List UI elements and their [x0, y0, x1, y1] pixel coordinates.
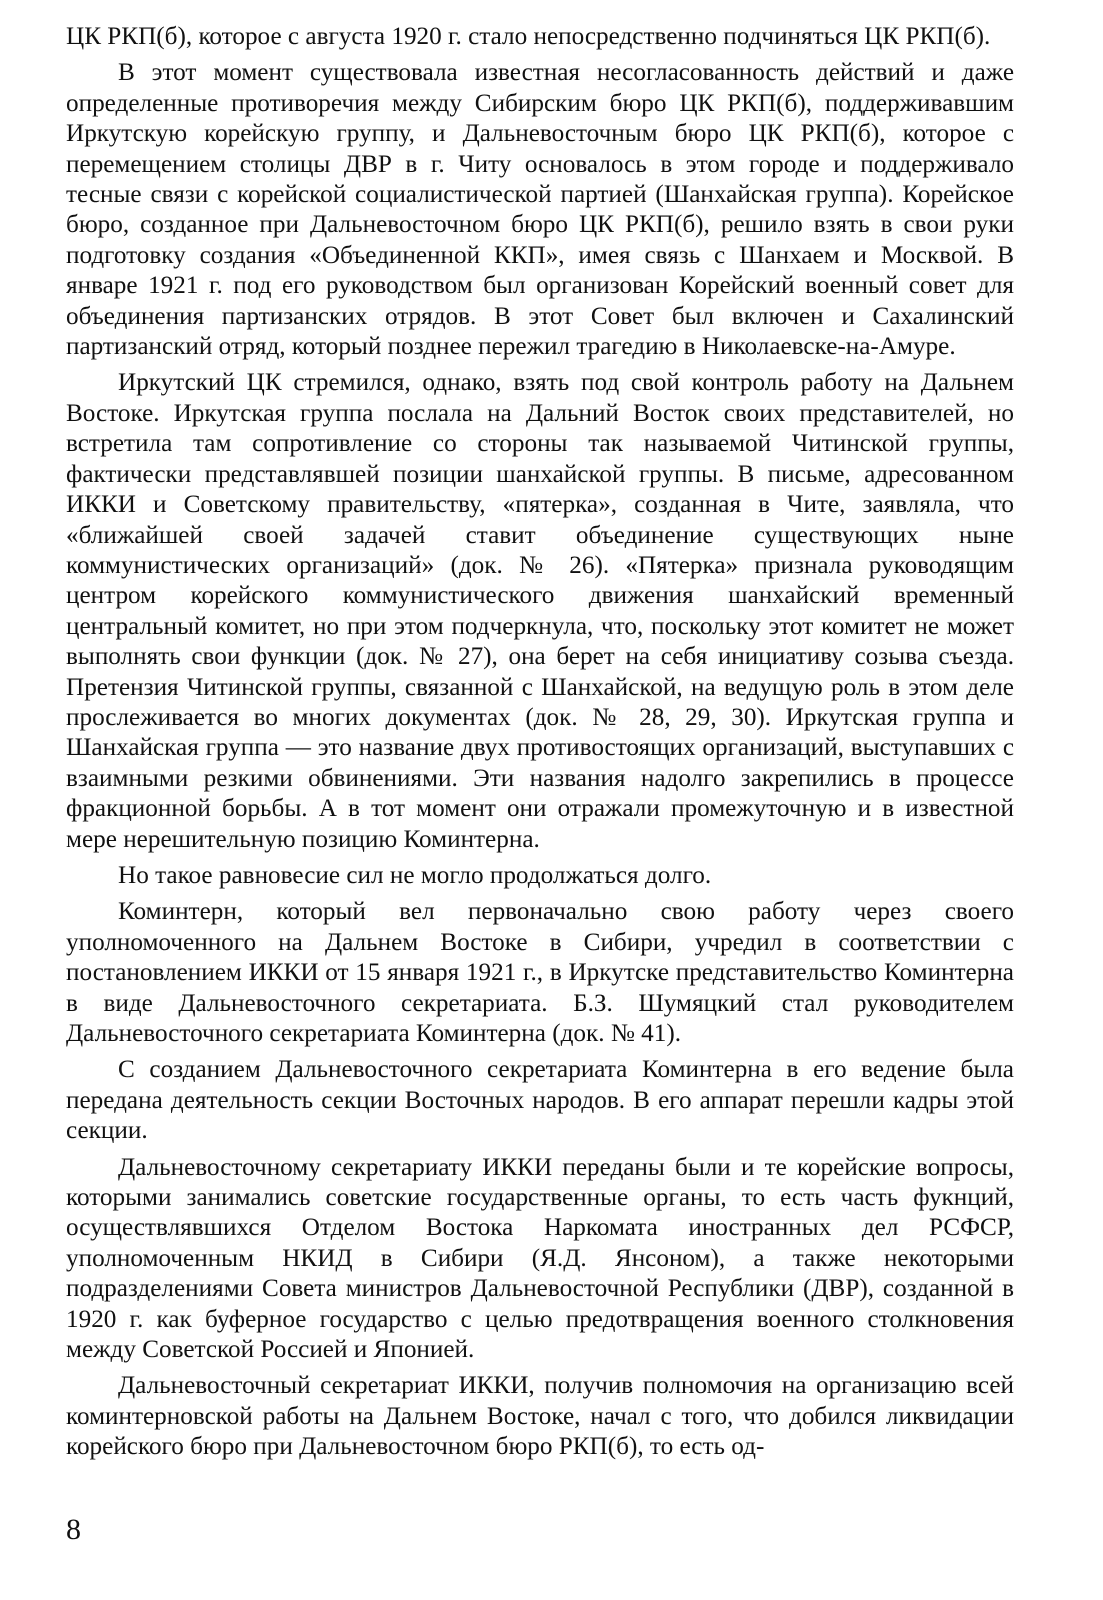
page-body	[66, 22, 1014, 1469]
paragraph-4: Но такое равновесие сил не могло продолжаться долго.	[118, 861, 712, 889]
paragraph-1: ЦК РКП(б), которое с августа 1920 г. стало непосредственно подчиняться ЦК РКП(б).	[66, 23, 991, 50]
paragraph-3: Иркутский ЦК стремился, однако, взять под свой контроль работу на Дальнем Востоке. Иркутская группа послала на Дальний Восток своих представителей, но встретила там сопротивление со стороны так называемой Читинской группы, фактически представлявшей позиции шанхайской группы. В письме, адресованном ИККИ и Советскому правительству, «пятерка», созданная в Чите, заявляла, что «ближайшей своей задачей ставит объединение существующих ныне коммунистических организаций» (док. № 26). «Пятерка» признала руководящим центром корейского коммунистического движения шанхайский временный центральный комитет, но при этом подчеркнула, что, поскольку этот комитет не может выполнять свои функции (док. № 27), она берет на себя инициативу созыва съезда. Претензия Читинской группы, связанной с Шанхайской, на ведущую роль в этом деле прослеживается во многих документах (док. № 28, 29, 30). Иркутская группа и Шанхайская группа — это название двух противостоящих организаций, выступавших с взаимными резкими обвинениями. Эти названия надолго закрепились в процессе фракционной борьбы. А в тот момент они отражали промежуточную и в известной мере нерешительную позицию Коминтерна.	[66, 369, 1014, 853]
paragraph-8: Дальневосточный секретариат ИККИ, получив полномочия на организацию всей коминтерновской работы на Дальнем Востоке, начал с того, что добился ликвидации корейского бюро при Дальневосточном бюро РКП(б), то есть од-	[66, 1372, 1014, 1461]
paragraph-2: В этот момент существовала известная несогласованность действий и даже определенные противоречия между Сибирским бюро ЦК РКП(б), поддерживавшим Иркутскую корейскую группу, и Дальневосточным бюро ЦК РКП(б), которое с перемещением столицы ДВР в г. Читу основалось в этом городе и поддерживало тесные связи с корейской социалистической партией (Шанхайская группа). Корейское бюро, созданное при Дальневосточном бюро ЦК РКП(б), решило взять в свои руки подготовку создания «Объединенной ККП», имея связь с Шанхаем и Москвой. В январе 1921 г. под его руководством был организован Корейский военный совет для объединения партизанских отрядов. В этот Совет был включен и Сахалинский партизанский отряд, который позднее пережил трагедию в Николаевске-на-Амуре.	[66, 59, 1014, 361]
page-number: 8	[66, 1513, 81, 1546]
paragraph-6: С созданием Дальневосточного секретариата Коминтерна в его ведение была передана деятельность секции Восточных народов. В его аппарат перешли кадры этой секции.	[66, 1056, 1014, 1145]
paragraph-5: Коминтерн, который вел первоначально свою работу через своего уполномоченного на Дальнем Востоке в Сибири, учредил в соответствии с постановлением ИККИ от 15 января 1921 г., в Иркутске представительство Коминтерна в виде Дальневосточного секретариата. Б.З. Шумяцкий стал руководителем Дальневосточного секретариата Коминтерна (док. № 41).	[66, 898, 1014, 1047]
paragraph-7: Дальневосточному секретариату ИККИ переданы были и те корейские вопросы, которыми занимались советские государственные органы, то есть часть фукнций, осуществлявшихся Отделом Востока Наркомата иностранных дел РСФСР, уполномоченным НКИД в Сибири (Я.Д. Янсоном), а также некоторыми подразделениями Совета министров Дальневосточной Республики (ДВР), созданной в 1920 г. как буферное государство с целью предотвращения военного столкновения между Советской Россией и Японией.	[66, 1153, 1014, 1364]
